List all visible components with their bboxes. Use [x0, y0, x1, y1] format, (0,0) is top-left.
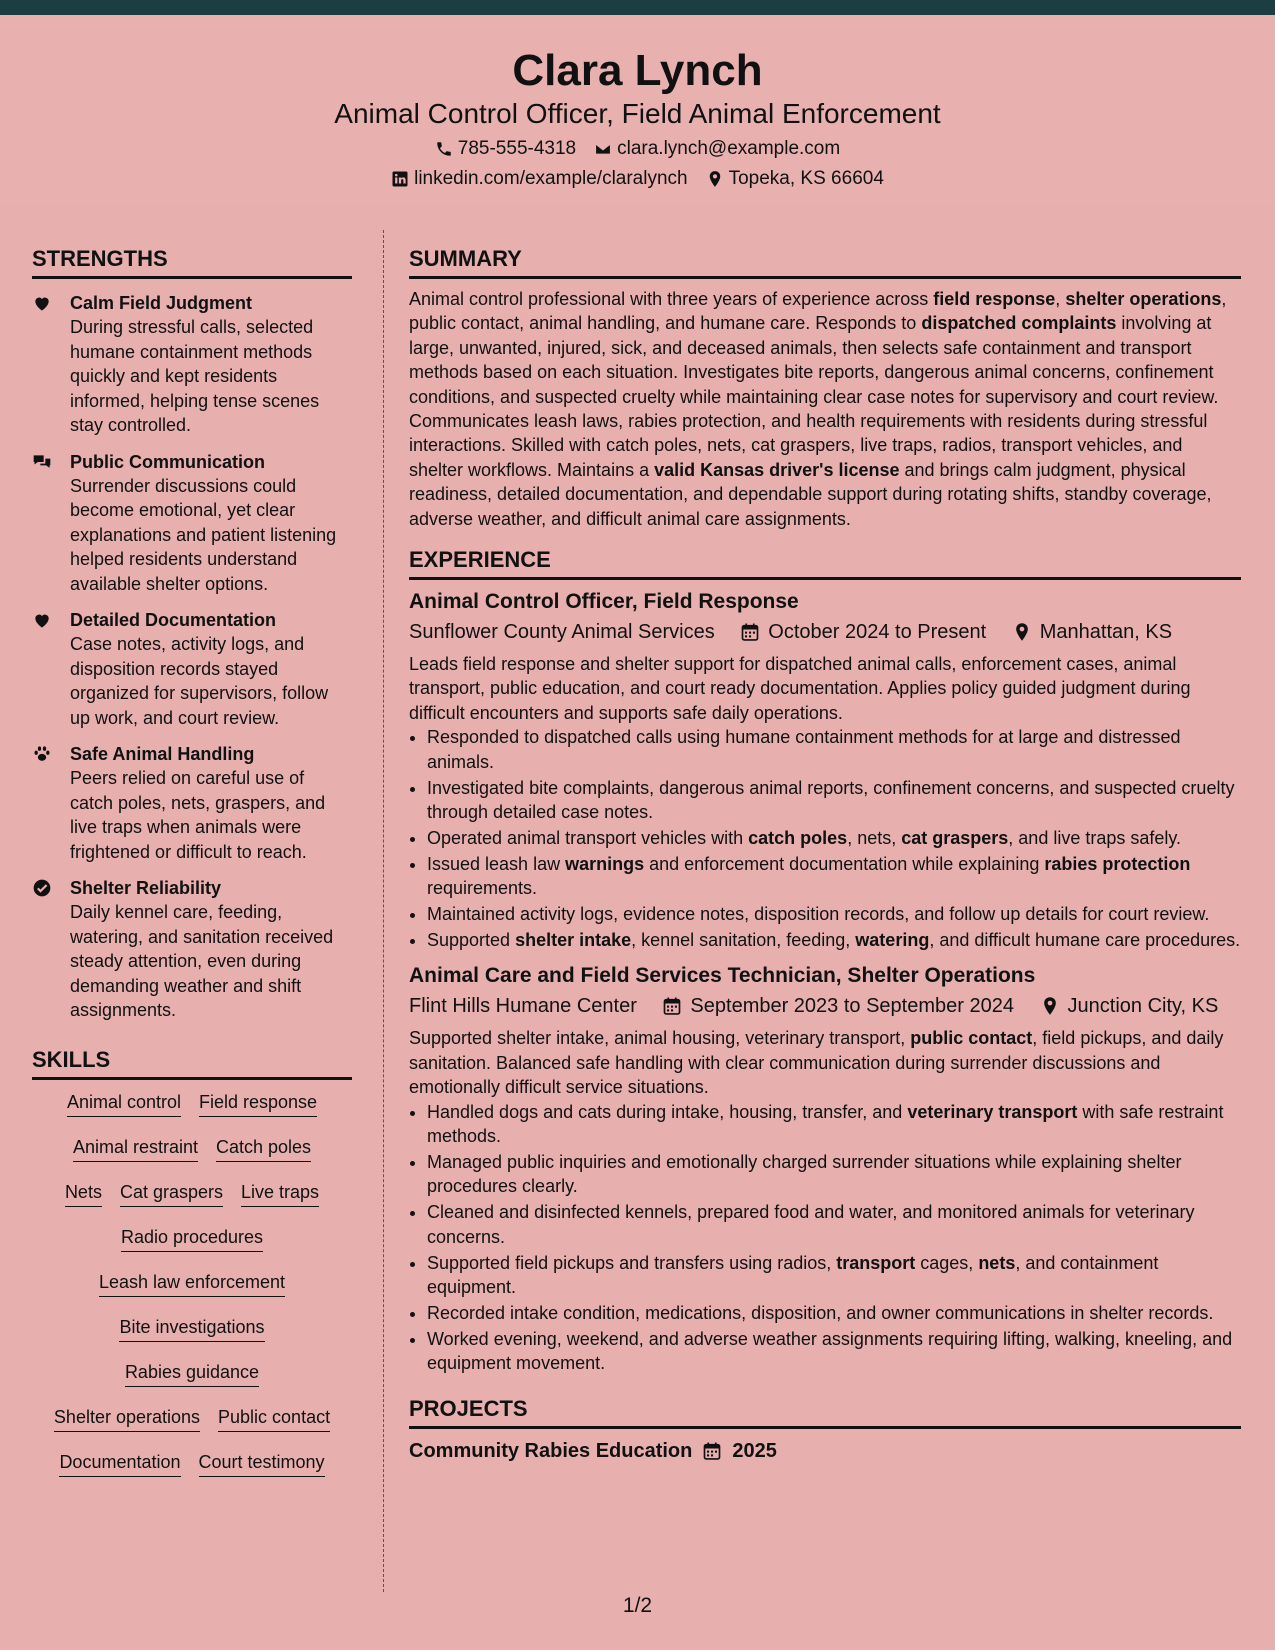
job-bullets [409, 725, 1241, 952]
location-text: Topeka, KS 66604 [728, 168, 884, 189]
phone-icon [435, 140, 453, 158]
chat-icon [32, 452, 52, 472]
skill-row [32, 1180, 352, 1225]
skill-tag: Animal control [67, 1090, 181, 1117]
job-description [409, 1026, 1241, 1099]
job-dates-text: October 2024 to Present [768, 621, 987, 644]
job-description [409, 652, 1241, 725]
job-entry [409, 588, 1241, 952]
skills-heading: SKILLS [32, 1045, 352, 1080]
skill-tag: Catch poles [216, 1135, 311, 1162]
job-bullet [427, 1327, 1241, 1376]
strengths-list [32, 291, 352, 1023]
strengths-heading: STRENGTHS [32, 244, 352, 279]
skill-tag: Bite investigations [119, 1315, 264, 1342]
job-location-text: Junction City, KS [1067, 995, 1219, 1018]
skill-row [32, 1405, 352, 1450]
text-run: Maintained activity logs, evidence notes, disposition records, and follow up details for court review. [427, 904, 1210, 925]
strength-icon-wrap [32, 608, 70, 730]
resume-header [0, 15, 1275, 205]
bold-text: valid Kansas driver's license [654, 459, 900, 480]
candidate-title: Animal Control Officer, Field Animal Enforcement [334, 98, 941, 129]
text-run: requirements. [427, 878, 538, 899]
map-pin-icon [706, 170, 724, 188]
text-run: Investigated bite complaints, dangerous animal reports, confinement concerns, and suspected cruelty through detailed case notes. [427, 777, 1235, 822]
strength-text: During stressful calls, selected humane containment methods quickly and kept residents informed, helping tense scenes stay controlled. [70, 317, 320, 435]
strength-heading: Detailed Documentation [70, 610, 277, 630]
job-bullet [427, 1251, 1241, 1300]
text-run: , and containment equipment. [427, 1252, 1159, 1297]
bold-text: cat graspers [901, 827, 1009, 848]
strength-item [32, 450, 352, 597]
text-run: , field pickups, and daily sanitation. Balanced safe handling with clear communication during surrender discussions and emotionally difficult service situations. [409, 1028, 1224, 1098]
map-pin-icon [1040, 996, 1060, 1016]
map-pin-icon [1012, 622, 1032, 642]
text-run: Issued leash law [427, 853, 566, 874]
text-run: Supported field pickups and transfers using radios, [427, 1252, 837, 1273]
job-bullet [427, 776, 1241, 825]
contact-row-2 [0, 167, 1275, 191]
bold-text: catch poles [748, 827, 848, 848]
skills-list [32, 1090, 352, 1495]
heart-icon [32, 293, 52, 313]
text-run: Responded to dispatched calls using humane containment methods for at large and distressed animals. [427, 727, 1181, 772]
job-title: Animal Care and Field Services Technician, Shelter Operations [409, 964, 1036, 988]
skill-row [32, 1360, 352, 1405]
heart-icon [32, 610, 52, 630]
calendar-icon [662, 996, 682, 1016]
job-org: Flint Hills Humane Center [409, 995, 637, 1018]
text-run: Leads field response and shelter support for dispatched animal calls, enforcement cases, animal transport, public education, and court ready documentation. Applies policy guided judgment during difficult encounters and supports safe daily operations. [409, 654, 1191, 723]
job-meta [409, 618, 1241, 646]
email-text: clara.lynch@example.com [617, 138, 841, 159]
bold-text: nets [978, 1252, 1016, 1273]
job-location [1040, 992, 1219, 1020]
bold-text: veterinary transport [907, 1101, 1078, 1122]
skill-row [32, 1090, 352, 1135]
job-bullet [427, 852, 1241, 901]
text-run: , and live traps safely. [1008, 827, 1182, 848]
project-year: 2025 [732, 1439, 777, 1462]
strength-icon-wrap [32, 742, 70, 864]
strength-icon-wrap [32, 876, 70, 1023]
job-org: Sunflower County Animal Services [409, 621, 715, 644]
bold-text: field response [933, 289, 1056, 309]
top-accent-bar [0, 0, 1275, 15]
text-run: and brings calm judgment, physical readiness, detailed documentation, and dependable support during rotating shifts, standby coverage, adverse weather, and difficult animal care assignments. [409, 459, 1212, 529]
location-contact [706, 167, 884, 191]
text-run: with safe restraint methods. [427, 1101, 1224, 1147]
skill-row [32, 1135, 352, 1180]
page-number: 1/2 [622, 1594, 653, 1617]
strength-item [32, 876, 352, 1023]
job-bullets [409, 1100, 1241, 1376]
job-bullet [427, 826, 1241, 850]
strength-item [32, 608, 352, 730]
bold-text: warnings [565, 853, 645, 874]
strength-body [70, 876, 352, 1023]
envelope-icon [594, 140, 612, 158]
skill-row [32, 1315, 352, 1360]
job-title: Animal Control Officer, Field Response [409, 590, 799, 614]
check-circle-icon [32, 878, 52, 898]
job-dates-text: September 2023 to September 2024 [690, 995, 1014, 1018]
job-bullet [427, 1200, 1241, 1249]
jobs-list [409, 588, 1241, 1376]
projects-heading: PROJECTS [409, 1394, 1241, 1429]
contact-row-1 [0, 137, 1275, 161]
job-dates [740, 618, 986, 646]
text-run: involving at large, unwanted, injured, sick, and deceased animals, then selects safe containment and transport methods based on each situation. Investigates bite reports, dangerous animal concerns, confinement conditions, and suspected cruelty while maintaining clear case notes for supervisory and court review. Communicates leash laws, rabies protection, and health requirements with residents during stressful interactions. Skilled with catch poles, nets, cat graspers, live traps, radios, transport vehicles, and shelter workflows. Maintains a [409, 313, 1219, 480]
strength-body [70, 608, 352, 730]
job-bullet [427, 725, 1241, 774]
skill-tag: Animal restraint [73, 1135, 198, 1162]
text-run: Operated animal transport vehicles with [427, 827, 749, 848]
bold-text: public contact [910, 1028, 1033, 1049]
bold-text: transport [836, 1252, 916, 1273]
text-run: Worked evening, weekend, and adverse weather assignments requiring lifting, walking, kneeling, and equipment movement. [427, 1328, 1233, 1374]
email-contact[interactable] [594, 137, 840, 161]
summary-paragraph [409, 287, 1241, 531]
text-run: , and difficult humane care procedures. [929, 930, 1241, 951]
skill-row [32, 1270, 352, 1315]
job-bullet [427, 928, 1241, 952]
text-run: , nets, [847, 827, 902, 848]
job-meta [409, 992, 1241, 1020]
text-run: Handled dogs and cats during intake, housing, transfer, and [427, 1101, 908, 1122]
bold-text: shelter operations [1065, 289, 1222, 309]
strength-icon-wrap [32, 450, 70, 597]
strength-icon-wrap [32, 291, 70, 438]
bold-text: watering [855, 930, 930, 951]
text-run: Supported shelter intake, animal housing, veterinary transport, [409, 1028, 911, 1049]
strength-heading: Calm Field Judgment [70, 293, 253, 313]
job-bullet [427, 1100, 1241, 1149]
strength-body [70, 291, 352, 438]
text-run: , [1055, 289, 1066, 309]
linkedin-text: linkedin.com/example/claralynch [414, 168, 688, 189]
linkedin-icon [391, 170, 409, 188]
experience-heading: EXPERIENCE [409, 545, 1241, 580]
bold-text: dispatched complaints [921, 313, 1117, 334]
strength-text: Surrender discussions could become emotional, yet clear explanations and patient listening helped residents understand available shelter options. [70, 475, 337, 594]
text-run: and enforcement documentation while explaining [644, 853, 1045, 874]
strength-heading: Safe Animal Handling [70, 744, 255, 764]
text-run: Recorded intake condition, medications, disposition, and owner communications in shelter records. [427, 1302, 1214, 1323]
skill-tag: Radio procedures [121, 1225, 263, 1252]
skill-tag: Cat graspers [120, 1180, 223, 1207]
bold-text: shelter intake [515, 930, 632, 951]
column-divider [383, 230, 384, 1592]
skill-tag: Rabies guidance [125, 1360, 259, 1387]
skill-tag: Shelter operations [54, 1405, 200, 1432]
strength-heading: Public Communication [70, 451, 266, 472]
phone-text: 785-555-4318 [457, 138, 577, 159]
strength-text: Case notes, activity logs, and disposition records stayed organized for supervisors, follow up work, and court review. [70, 634, 329, 728]
text-run: , public contact, animal handling, and humane care. Responds to [409, 289, 1227, 334]
job-bullet [427, 1150, 1241, 1199]
strength-body [70, 450, 352, 597]
strength-heading: Shelter Reliability [70, 878, 222, 898]
skill-row [32, 1225, 352, 1270]
text-run: Cleaned and disinfected kennels, prepared food and water, and monitored animals for veterinary concerns. [427, 1202, 1195, 1247]
candidate-name: Clara Lynch [512, 46, 763, 95]
summary-heading: SUMMARY [409, 244, 1241, 279]
job-bullet [427, 902, 1241, 926]
job-entry [409, 962, 1241, 1375]
calendar-icon [740, 622, 760, 642]
right-column [409, 244, 1241, 1465]
calendar-icon [702, 1441, 722, 1461]
job-bullet [427, 1301, 1241, 1325]
job-dates [662, 992, 1014, 1020]
text-run: Animal control professional with three years of experience across [409, 289, 934, 309]
skill-tag: Documentation [59, 1450, 180, 1477]
skill-row [32, 1450, 352, 1495]
phone-contact[interactable] [435, 137, 576, 161]
skill-tag: Court testimony [199, 1450, 325, 1477]
strength-item [32, 742, 352, 864]
strength-item [32, 291, 352, 438]
text-run: cages, [915, 1252, 979, 1273]
paw-icon [32, 744, 52, 764]
text-run: Managed public inquiries and emotionally charged surrender situations while explaining shelter procedures clearly. [427, 1151, 1182, 1197]
project-title: Community Rabies Education [409, 1439, 693, 1462]
project-entry [409, 1437, 1241, 1465]
bold-text: rabies protection [1044, 853, 1191, 874]
left-column [32, 244, 352, 1495]
job-location [1012, 618, 1172, 646]
projects-list [409, 1437, 1241, 1465]
skill-tag: Field response [199, 1090, 317, 1117]
linkedin-contact[interactable] [391, 167, 688, 191]
text-run: Supported [427, 930, 516, 951]
skill-tag: Live traps [241, 1180, 319, 1207]
text-run: , kennel sanitation, feeding, [631, 930, 856, 951]
job-location-text: Manhattan, KS [1039, 621, 1173, 644]
strength-body [70, 742, 352, 864]
strength-text: Peers relied on careful use of catch poles, nets, graspers, and live traps when animals were frightened or difficult to reach. [70, 768, 326, 862]
skill-tag: Leash law enforcement [99, 1270, 285, 1297]
skill-tag: Nets [65, 1180, 102, 1207]
strength-text: Daily kennel care, feeding, watering, and sanitation received steady attention, even during demanding weather and shift assignments. [70, 902, 334, 1020]
skill-tag: Public contact [218, 1405, 330, 1432]
